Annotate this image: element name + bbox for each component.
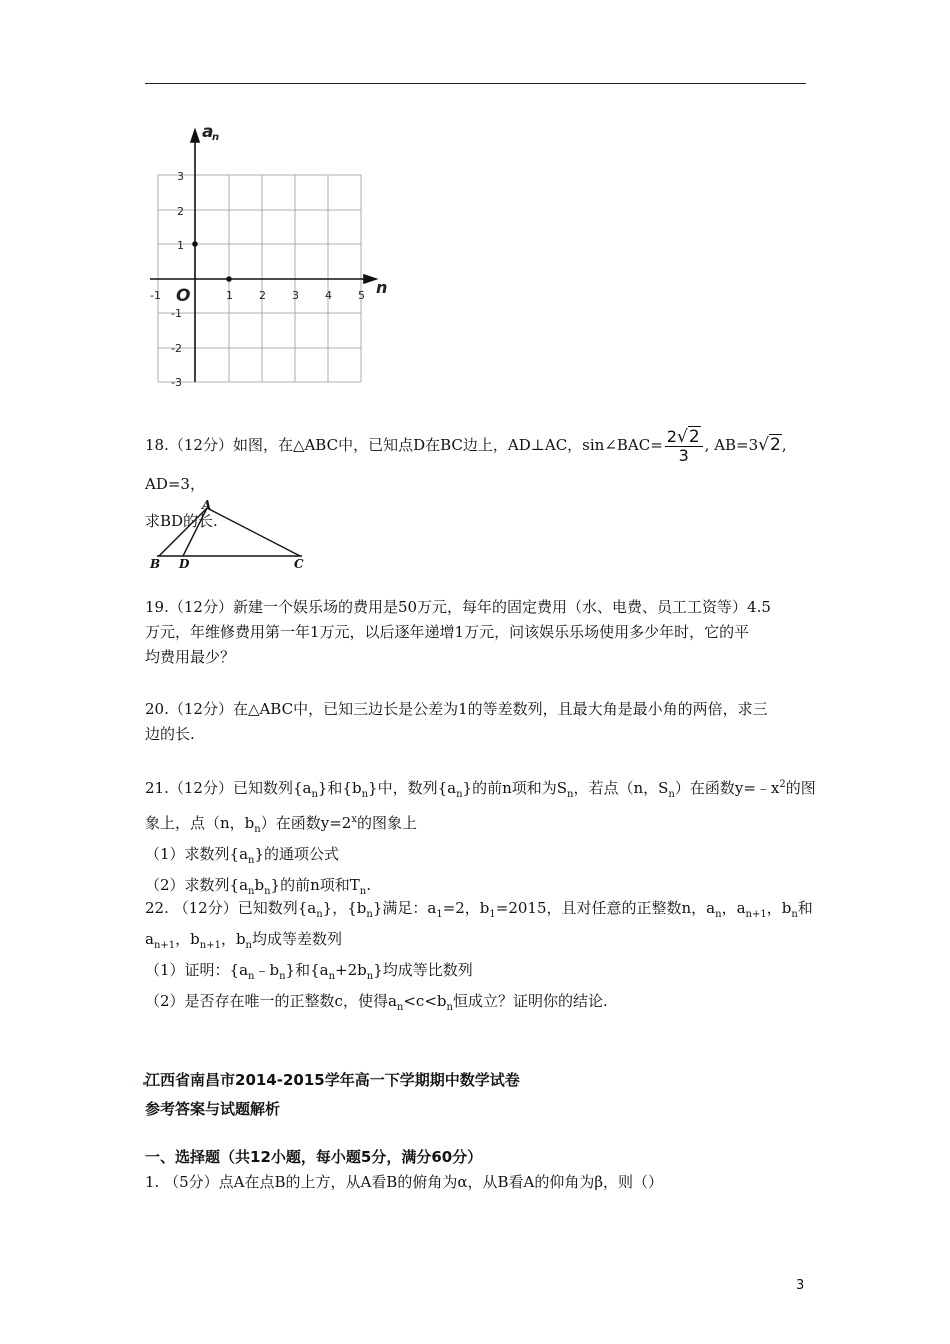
axes — [150, 130, 376, 382]
question-21: 21.（12分）已知数列$\{a_n\}$和$\{b_n\}$中，数列$\{a_n\}$的前n项和为$S_n$，若点（n，$S_n$）在函数$y=﹣x^2$的图 象上，点（n，$b_n$）在函数$y=2^x$的图象上 （1）求数列$\{a_n\}$的通项公式 （2）求数列$\{a_nb_n\}$的前n项和$T_n$. — [145, 779, 816, 897]
question-18: 18.（12分）如图，在△ABC中，已知点D在BC边上，AD⊥AC，sin∠BAC= $\frac{2√2}{3}$ , AB=3√2, AD=3， 求BD的长. — [145, 426, 825, 534]
triangle-figure — [145, 498, 315, 570]
side-ab — [159, 508, 207, 556]
label-a: A — [202, 498, 212, 512]
x-tick: 1 — [226, 289, 233, 302]
label-b: B — [150, 557, 161, 570]
page-number: 3 — [796, 1278, 805, 1293]
answer-subtitle: 参考答案与试题解析 — [145, 1100, 281, 1118]
y-axis-label-sub: n — [212, 132, 220, 143]
segment-ad — [183, 508, 207, 556]
point-0-1 — [193, 242, 197, 246]
question-22: 22. （12分）已知数列$\{a_n\}$，$\{b_n\}$满足：$a_1=2$，$b_1=2015$，且对任意的正整数n，$a_n$，$a_{n+1}$，$b_n$和 $a_{n+1}$，$b_{n+1}$，$b_n$均成等差数列 （1）证明：$\{a_n﹣b_n\}$和$\{a_n+2b_n\}$均成等比数列 （2）是否存在唯一的正整数c，使得$a_n<c<b_n$恒成立？证明你的结论. — [145, 899, 813, 1013]
answer-q1: 1. （5分）点A在点B的上方，从A看B的俯角为α，从B看A的仰角为β，则（） — [145, 1173, 663, 1191]
y-axis-arrow — [191, 130, 199, 142]
y-axis-label: a — [202, 122, 214, 142]
q18-head: 18.（12分）如图，在△ABC中，已知点D在BC边上，AD⊥AC，sin∠BAC= — [145, 436, 663, 454]
coordinate-grid-figure — [140, 120, 400, 400]
x-tick: -1 — [150, 289, 161, 302]
side-ac — [207, 508, 300, 556]
fraction: $\frac{2√2}{3}$ — [665, 428, 703, 465]
q18-line2: 求BD的长. — [145, 511, 218, 530]
y-tick: 2 — [177, 205, 184, 218]
x-axis-label: n — [376, 278, 388, 297]
y-tick: -2 — [171, 342, 182, 355]
question-20: 20.（12分）在△ABC中，已知三边长是公差为1的等差数列，且最大角是最小角的两倍，求三 边的长. — [145, 700, 768, 743]
answer-title: 江西省南昌市2014-2015学年高一下学期期中数学试卷 — [145, 1071, 520, 1089]
y-tick: 3 — [177, 170, 184, 183]
point-1-0 — [227, 277, 231, 281]
x-tick: 2 — [259, 289, 266, 302]
x-axis-arrow — [364, 275, 376, 283]
section-heading: 一、选择题（共12小题，每小题5分，满分60分） — [145, 1148, 483, 1166]
label-d: D — [179, 557, 190, 570]
question-19: 19.（12分）新建一个娱乐场的费用是50万元，每年的固定费用（水、电费、员工工资等）4.5 万元，年维修费用第一年1万元，以后逐年递增1万元，问该娱乐乐场使用多少年时，它的平 均费用最少？ — [145, 598, 771, 666]
origin-label: O — [176, 286, 191, 306]
y-tick: 1 — [177, 239, 184, 252]
x-tick: 4 — [325, 289, 332, 302]
header-rule — [145, 83, 806, 84]
y-tick: -1 — [171, 307, 182, 320]
label-c: C — [294, 557, 304, 570]
y-tick: -3 — [171, 376, 182, 389]
sqrt: √2 — [758, 435, 781, 455]
x-tick: 5 — [358, 289, 365, 302]
x-tick: 3 — [292, 289, 299, 302]
